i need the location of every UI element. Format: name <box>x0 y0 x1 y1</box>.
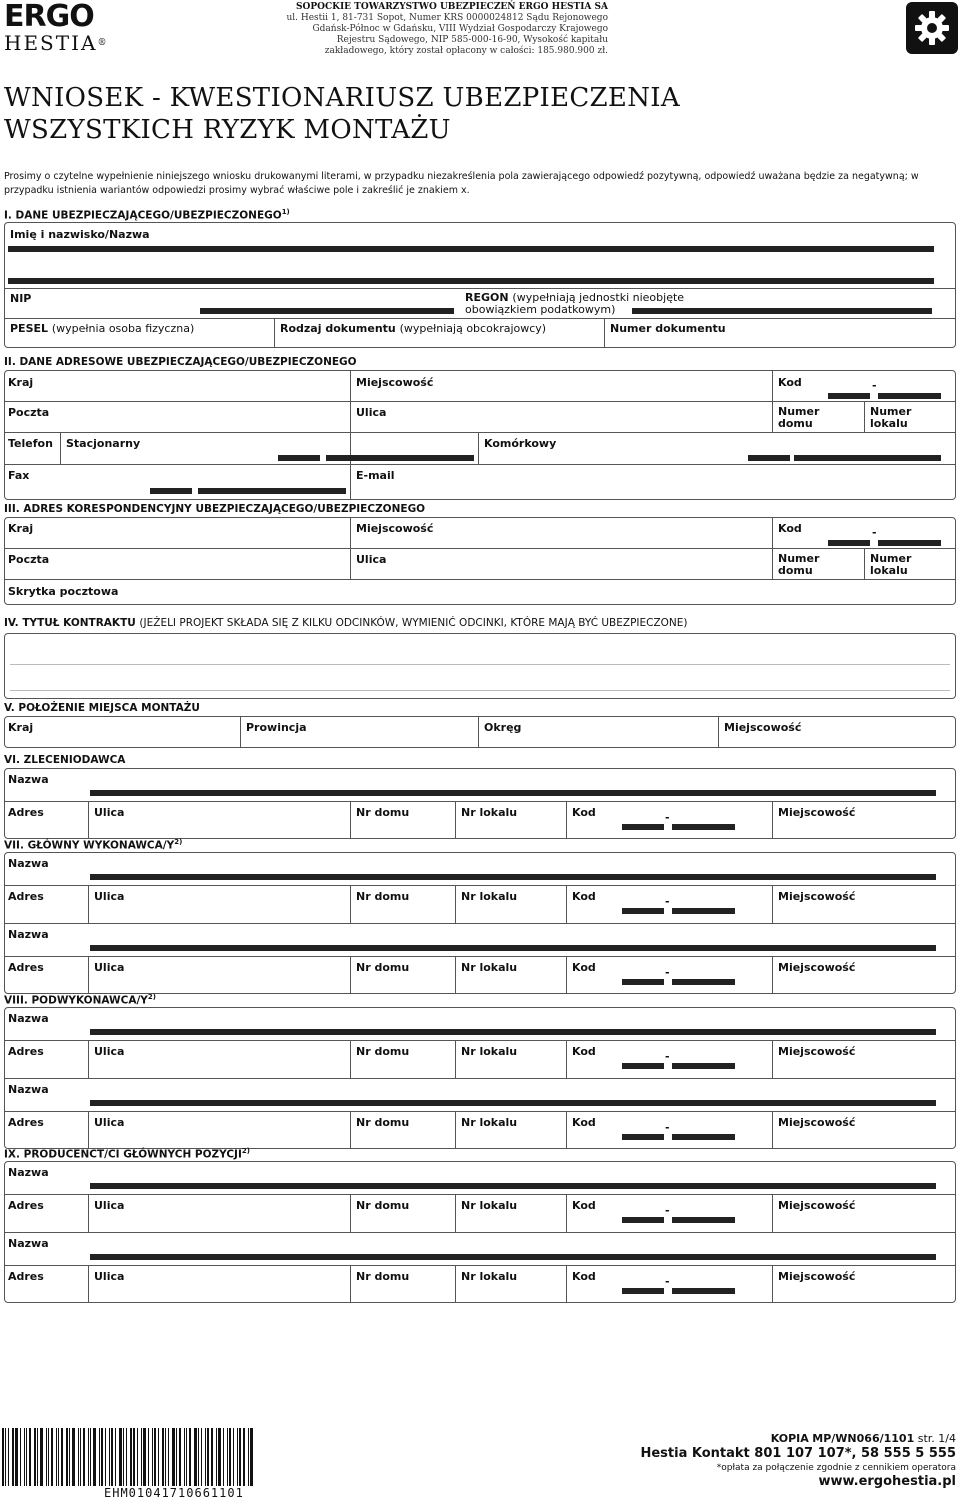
s9-block-2-kod-field-1[interactable] <box>622 1288 664 1294</box>
barcode-bar <box>239 1428 241 1486</box>
s3-numer-domu-label: Numer domu <box>778 552 820 577</box>
ergo-hestia-logo <box>4 0 109 55</box>
s2-telefon-label: Telefon <box>8 437 53 450</box>
regon-label: REGON (wypełniają jednostki nieobjęte obowiązkiem podatkowym) <box>465 291 685 316</box>
barcode-bar <box>250 1428 253 1486</box>
company-line-3: Rejestru Sądowego, NIP 585-000-16-90, Wysokość kapitału <box>336 35 608 45</box>
s6-block-1-kod-field-1[interactable] <box>622 824 664 830</box>
s9-block-2-adres-label: Adres <box>8 1270 44 1283</box>
barcode-bar <box>90 1428 91 1486</box>
barcode-bar <box>12 1428 14 1486</box>
s9-block-1-nr-domu-label: Nr domu <box>356 1199 410 1212</box>
s9-block-2-kod-label: Kod <box>572 1270 596 1283</box>
barcode-bar <box>40 1428 43 1486</box>
barcode-bar <box>26 1428 27 1486</box>
s9-block-2-kod-field-2[interactable] <box>672 1288 735 1294</box>
name-label: Imię i nazwisko/Nazwa <box>10 228 150 241</box>
s8-block-1-kod-field-1[interactable] <box>622 1063 664 1069</box>
s7-block-1-kod-field-2[interactable] <box>672 908 735 914</box>
s8-block-1-nazwa-field[interactable] <box>90 1029 936 1035</box>
company-line-1: ul. Hestii 1, 81-731 Sopot, Numer KRS 0000024812 Sądu Rejonowego <box>286 13 608 23</box>
s2-stacjonarny-prefix[interactable] <box>278 455 320 461</box>
barcode-bar <box>194 1428 197 1486</box>
pesel-label: PESEL (wypełnia osoba fizyczna) <box>10 322 195 335</box>
name-field-line-1[interactable] <box>8 246 934 252</box>
gear-icon <box>906 2 958 54</box>
barcode-bar <box>69 1428 70 1486</box>
barcode-bar <box>186 1428 187 1486</box>
barcode-bar <box>248 1428 249 1486</box>
s6-block-1-miejscowosc-label: Miejscowość <box>778 806 856 819</box>
s7-block-1-nr-domu-label: Nr domu <box>356 890 410 903</box>
s2-email-label: E-mail <box>356 469 395 482</box>
barcode-bar <box>205 1428 206 1486</box>
barcode-bar <box>141 1428 142 1486</box>
s7-block-2-nazwa-label: Nazwa <box>8 928 49 941</box>
s2-poczta-label: Poczta <box>8 406 50 419</box>
s8-block-2-ulica-label: Ulica <box>94 1116 125 1129</box>
s7-block-2-adres-label: Adres <box>8 961 44 974</box>
s3-skrytka-label: Skrytka pocztowa <box>8 585 119 598</box>
logo-registered: ® <box>97 38 109 48</box>
regon-field[interactable] <box>632 308 932 314</box>
barcode-bar <box>201 1428 202 1486</box>
barcode-bar <box>15 1428 18 1486</box>
s3-kraj-label: Kraj <box>8 522 34 535</box>
s5-kraj-label: Kraj <box>8 721 34 734</box>
s2-kraj-label: Kraj <box>8 376 34 389</box>
s8-block-1-miejscowosc-label: Miejscowość <box>778 1045 856 1058</box>
s8-block-1-adres-label: Adres <box>8 1045 44 1058</box>
website-link[interactable]: www.ergohestia.pl <box>818 1474 956 1489</box>
section-2-box <box>4 370 956 500</box>
s7-block-2-ulica-label: Ulica <box>94 961 125 974</box>
s7-block-1-miejscowosc-label: Miejscowość <box>778 890 856 903</box>
s9-block-1-nazwa-label: Nazwa <box>8 1166 49 1179</box>
s8-block-1-nr-lokalu-label: Nr lokalu <box>461 1045 518 1058</box>
section-2-title: II. DANE ADRESOWE UBEZPIECZAJĄCEGO/UBEZPIECZONEGO <box>4 356 357 368</box>
s7-block-1-adres-label: Adres <box>8 890 44 903</box>
s7-block-2-nazwa-field[interactable] <box>90 945 936 951</box>
doc-type-label: Rodzaj dokumentu (wypełniają obcokrajowcy) <box>280 322 547 335</box>
barcode-bar <box>2 1428 4 1486</box>
barcode-bar <box>227 1428 228 1486</box>
s6-block-1-nr-lokalu-label: Nr lokalu <box>461 806 518 819</box>
s6-block-1-nazwa-field[interactable] <box>90 790 936 796</box>
s5-prowincja-label: Prowincja <box>246 721 307 734</box>
barcode-bar <box>130 1428 132 1486</box>
s3-kod-label: Kod <box>778 522 802 535</box>
form-code: KOPIA MP/WN066/1101 str. 1/4 <box>770 1432 956 1445</box>
s8-block-2-nazwa-field[interactable] <box>90 1100 936 1106</box>
barcode-bar <box>78 1428 79 1486</box>
s9-block-1-miejscowosc-label: Miejscowość <box>778 1199 856 1212</box>
section-s7-title: VII. GŁÓWNY WYKONAWCA/$Y^{2)}$ <box>4 838 183 852</box>
s9-block-1-nazwa-field[interactable] <box>90 1183 936 1189</box>
s3-ulica-label: Ulica <box>356 553 387 566</box>
barcode-bar <box>223 1428 224 1486</box>
barcode-bar <box>148 1428 149 1486</box>
s6-block-1-kod-field-2[interactable] <box>672 824 735 830</box>
s7-block-2-nr-domu-label: Nr domu <box>356 961 410 974</box>
barcode-number: EHM01041710661101 <box>104 1486 244 1500</box>
section-5-title: V. POŁOŻENIE MIEJSCA MONTAŻU <box>4 702 200 714</box>
barcode-bar <box>143 1428 146 1486</box>
s6-block-1-nazwa-label: Nazwa <box>8 773 49 786</box>
s8-block-2-nazwa-label: Nazwa <box>8 1083 49 1096</box>
barcode-bar <box>237 1428 238 1486</box>
s9-block-1-kod-label: Kod <box>572 1199 596 1212</box>
barcode-bar <box>168 1428 169 1486</box>
barcode-bar <box>72 1428 75 1486</box>
barcode-bar <box>66 1428 68 1486</box>
s4-line-1[interactable] <box>10 664 950 665</box>
logo-hestia: HESTIA <box>4 31 98 55</box>
s8-block-2-kod-field-2[interactable] <box>672 1134 735 1140</box>
s8-block-1-nazwa-label: Nazwa <box>8 1012 49 1025</box>
s8-block-2-nr-lokalu-label: Nr lokalu <box>461 1116 518 1129</box>
barcode-bar <box>154 1428 156 1486</box>
barcode-bar <box>211 1428 213 1486</box>
section-4-title: IV. TYTUŁ KONTRAKTU (JEŻELI PROJEKT SKŁADA SIĘ Z KILKU ODCINKÓW, WYMIENIĆ ODCINKI, KTÓRE MAJĄ BYĆ UBEZPIECZONE) <box>4 617 688 629</box>
s2-kod-label: Kod <box>778 376 802 389</box>
section-s6-box <box>4 768 956 839</box>
logo-ergo: ERGO <box>4 0 94 34</box>
barcode-bar <box>56 1428 57 1486</box>
s7-block-2-kod-label: Kod <box>572 961 596 974</box>
s2-fax-label: Fax <box>8 469 30 482</box>
barcode-bar <box>24 1428 25 1486</box>
barcode-bar <box>61 1428 63 1486</box>
barcode-bar <box>126 1428 127 1486</box>
s2-numer-domu-label: Numer domu <box>778 405 820 430</box>
section-s6-title: VI. ZLECENIODAWCA <box>4 754 126 766</box>
barcode-bar <box>80 1428 81 1486</box>
s9-block-1-adres-label: Adres <box>8 1199 44 1212</box>
s9-block-1-kod-field-1[interactable] <box>622 1217 664 1223</box>
s9-block-2-miejscowosc-label: Miejscowość <box>778 1270 856 1283</box>
barcode-bar <box>109 1428 110 1486</box>
barcode-bar <box>20 1428 21 1486</box>
barcode-bar <box>115 1428 116 1486</box>
barcode-bar <box>48 1428 49 1486</box>
barcode-bar <box>152 1428 153 1486</box>
company-line-2: Gdańsk-Północ w Gdańsku, VIII Wydział Gospodarczy Krajowego <box>312 24 608 34</box>
s2-fax-prefix[interactable] <box>150 488 192 494</box>
s8-block-2-kod-label: Kod <box>572 1116 596 1129</box>
s7-block-2-nr-lokalu-label: Nr lokalu <box>461 961 518 974</box>
nip-label: NIP <box>10 292 32 305</box>
s6-block-1-nr-domu-label: Nr domu <box>356 806 410 819</box>
s7-block-1-kod-label: Kod <box>572 890 596 903</box>
s9-block-1-ulica-label: Ulica <box>94 1199 125 1212</box>
barcode-bar <box>29 1428 31 1486</box>
barcode-bar <box>8 1428 9 1486</box>
s7-block-1-nr-lokalu-label: Nr lokalu <box>461 890 518 903</box>
company-name: SOPOCKIE TOWARZYSTWO UBEZPIECZEŃ ERGO HESTIA SA <box>296 2 608 12</box>
s3-numer-lokalu-label: Numer lokalu <box>870 552 912 577</box>
s7-block-1-kod-field-1[interactable] <box>622 908 664 914</box>
barcode-bar <box>123 1428 124 1486</box>
contact-note: *opłata za połączenie zgodnie z cennikiem operatora <box>716 1463 956 1473</box>
s9-block-2-nazwa-label: Nazwa <box>8 1237 49 1250</box>
s8-block-1-kod-label: Kod <box>572 1045 596 1058</box>
barcode-bar <box>233 1428 234 1486</box>
barcode-bar <box>179 1428 181 1486</box>
s8-block-1-nr-domu-label: Nr domu <box>356 1045 410 1058</box>
barcode-bar <box>158 1428 159 1486</box>
s9-block-2-nazwa-field[interactable] <box>90 1254 936 1260</box>
s7-block-2-kod-field-1[interactable] <box>622 979 664 985</box>
barcode-bar <box>165 1428 166 1486</box>
s6-block-1-kod-label: Kod <box>572 806 596 819</box>
s8-block-2-kod-field-1[interactable] <box>622 1134 664 1140</box>
s3-kod-field-1[interactable] <box>828 540 870 546</box>
barcode-bar <box>243 1428 245 1486</box>
name-field-line-2[interactable] <box>8 278 934 284</box>
s2-stacjonarny-field[interactable] <box>326 455 474 461</box>
barcode-bar <box>176 1428 177 1486</box>
s8-block-1-kod-field-2[interactable] <box>672 1063 735 1069</box>
section-5-box <box>4 716 956 748</box>
s7-block-2-miejscowosc-label: Miejscowość <box>778 961 856 974</box>
barcode-bar <box>83 1428 85 1486</box>
s8-block-1-ulica-label: Ulica <box>94 1045 125 1058</box>
barcode-bar <box>189 1428 191 1486</box>
barcode-bar <box>101 1428 103 1486</box>
s5-miejscowosc-label: Miejscowość <box>724 721 802 734</box>
barcode-bar <box>34 1428 36 1486</box>
s8-block-2-nr-domu-label: Nr domu <box>356 1116 410 1129</box>
s2-numer-lokalu-label: Numer lokalu <box>870 405 912 430</box>
barcode-bar <box>93 1428 96 1486</box>
s5-okreg-label: Okręg <box>484 721 522 734</box>
hestia-contact: Hestia Kontakt 801 107 107*, 58 555 5 555 <box>640 1446 956 1461</box>
s7-block-1-nazwa-label: Nazwa <box>8 857 49 870</box>
s9-block-1-nr-lokalu-label: Nr lokalu <box>461 1199 518 1212</box>
barcode-bar <box>37 1428 38 1486</box>
s2-stacjonarny-label: Stacjonarny <box>66 437 141 450</box>
s4-line-2[interactable] <box>10 690 950 691</box>
s2-miejscowosc-label: Miejscowość <box>356 376 434 389</box>
barcode-bar <box>119 1428 122 1486</box>
barcode-bar <box>51 1428 53 1486</box>
barcode-bar <box>88 1428 89 1486</box>
barcode-bar <box>133 1428 135 1486</box>
barcode-bar <box>229 1428 231 1486</box>
barcode-bar <box>111 1428 113 1486</box>
barcode-bar <box>58 1428 59 1486</box>
intro-text: Prosimy o czytelne wypełnienie niniejszego wniosku drukowanymi literami, w przypadku niezakreślenia pola zawierającego odpowiedź pozytywną, odpowiedź uważana będzie za negatywną; w przypadku istnienia wariantów odpowiedzi prosimy wybrać właściwe pole i zakreślić je znakiem x. <box>4 171 919 196</box>
section-3-title: III. ADRES KORESPONDENCYJNY UBEZPIECZAJĄCEGO/UBEZPIECZONEGO <box>4 503 426 515</box>
s8-block-2-adres-label: Adres <box>8 1116 44 1129</box>
s7-block-1-nazwa-field[interactable] <box>90 874 936 880</box>
s7-block-2-kod-field-2[interactable] <box>672 979 735 985</box>
section-s9-title: IX. PRODUCENCT/CI GŁÓWNYCH POZYCJI$^{2)}$ <box>4 1147 250 1161</box>
barcode-bar <box>105 1428 106 1486</box>
barcode-bar <box>137 1428 138 1486</box>
barcode-bar <box>46 1428 47 1486</box>
s2-fax-field[interactable] <box>198 488 346 494</box>
barcode-bar <box>172 1428 175 1486</box>
s2-kod-field-1[interactable] <box>828 393 870 399</box>
barcode-bar <box>218 1428 221 1486</box>
doc-number-label: Numer dokumentu <box>610 322 726 335</box>
s2-kod-field-2[interactable] <box>878 393 941 399</box>
barcode-bar <box>207 1428 209 1486</box>
nip-field[interactable] <box>200 308 454 314</box>
s3-kod-field-2[interactable] <box>878 540 941 546</box>
s9-block-1-kod-field-2[interactable] <box>672 1217 735 1223</box>
barcode-bar <box>216 1428 217 1486</box>
barcode-bar <box>162 1428 164 1486</box>
barcode-bar <box>99 1428 100 1486</box>
s7-block-1-ulica-label: Ulica <box>94 890 125 903</box>
s2-komorkowy-prefix[interactable] <box>748 455 790 461</box>
barcode-bar <box>5 1428 6 1486</box>
s9-block-2-nr-lokalu-label: Nr lokalu <box>461 1270 518 1283</box>
barcode-bar <box>198 1428 199 1486</box>
barcode <box>2 1428 258 1486</box>
s2-komorkowy-field[interactable] <box>794 455 941 461</box>
s9-block-2-nr-domu-label: Nr domu <box>356 1270 410 1283</box>
s6-block-1-ulica-label: Ulica <box>94 806 125 819</box>
company-line-4: zakładowego, który został opłacony w całości: 185.980.900 zł. <box>324 46 608 56</box>
s2-ulica-label: Ulica <box>356 406 387 419</box>
s2-komorkowy-label: Komórkowy <box>484 437 557 450</box>
section-s8-title: VIII. PODWYKONAWCA/$Y^{2)}$ <box>4 993 156 1007</box>
company-info <box>228 2 608 57</box>
s8-block-2-miejscowosc-label: Miejscowość <box>778 1116 856 1129</box>
barcode-bar <box>184 1428 185 1486</box>
s3-poczta-label: Poczta <box>8 553 50 566</box>
s6-block-1-adres-label: Adres <box>8 806 44 819</box>
s3-miejscowosc-label: Miejscowość <box>356 522 434 535</box>
section-1-title: I. DANE UBEZPIECZAJĄCEGO/UBEZPIECZONEGO$^{1)}$ <box>4 208 290 222</box>
page-title: WNIOSEK - KWESTIONARIUSZ UBEZPIECZENIA WSZYSTKICH RYZYK MONTAŻU <box>4 83 680 145</box>
s9-block-2-ulica-label: Ulica <box>94 1270 125 1283</box>
